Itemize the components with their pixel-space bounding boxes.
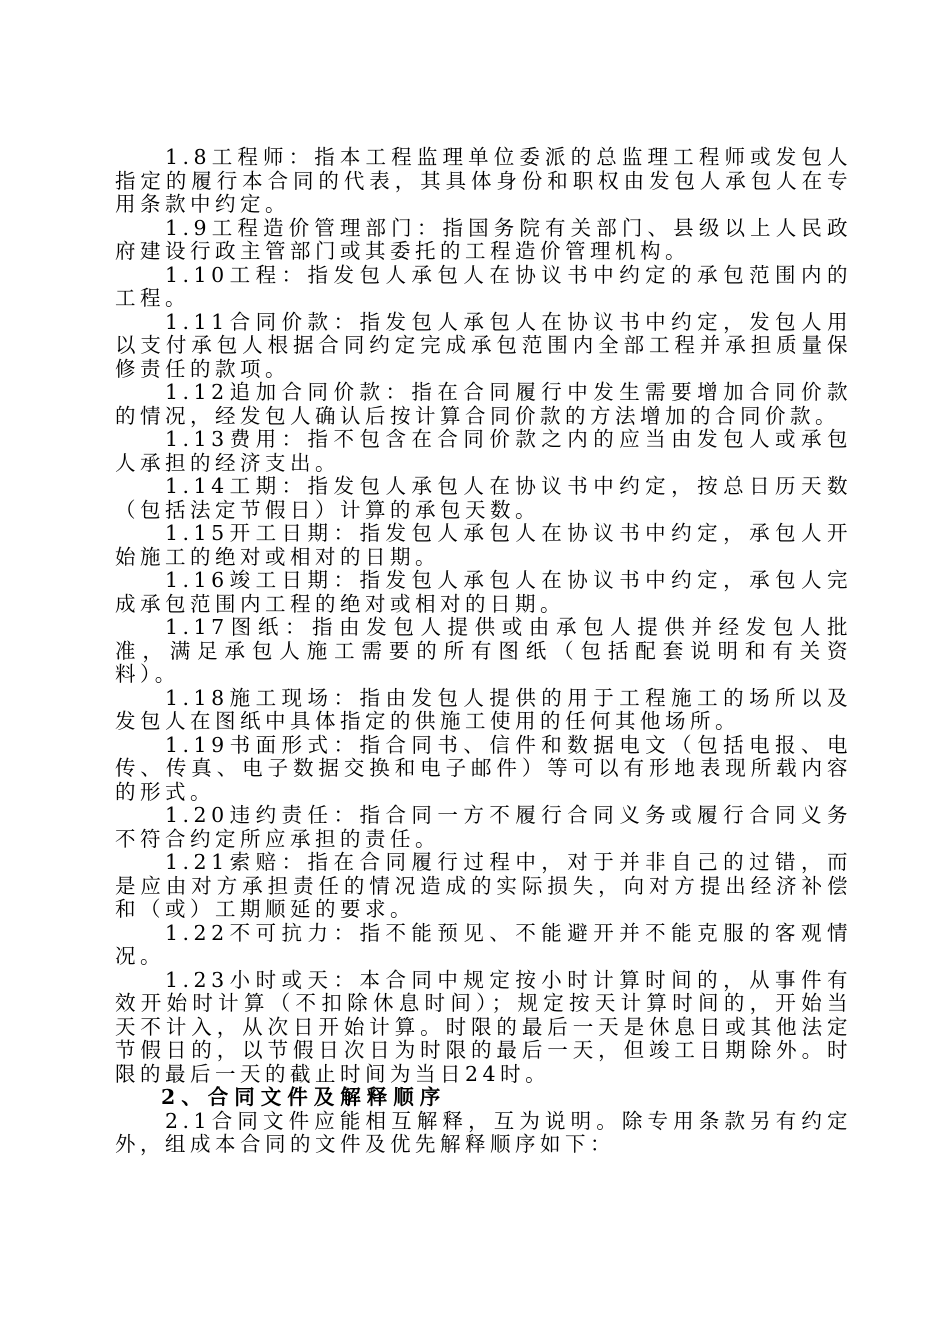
clause-1-18: 1.18施工现场：指由发包人提供的用于工程施工的场所以及发包人在图纸中具体指定的供施工使用的任何其他场所。 — [115, 685, 852, 733]
clause-1-23: 1.23小时或天：本合同中规定按小时计算时间的，从事件有效开始时计算（不扣除休息时间）；规定按天计算时间的，开始当天不计入，从次日开始计算。时限的最后一天是休息日或其他法定节假日的，以节假日次日为时限的最后一天，但竣工日期除外。时限的最后一天的截止时间为当日24时。 — [115, 967, 852, 1086]
clause-1-11: 1.11合同价款：指发包人承包人在协议书中约定，发包人用以支付承包人根据合同约定完成承包范围内全部工程并承担质量保修责任的款项。 — [115, 309, 852, 381]
document-body — [115, 146, 852, 1157]
clause-1-21: 1.21索赔：指在合同履行过程中，对于并非自己的过错，而是应由对方承担责任的情况造成的实际损失，向对方提出经济补偿和（或）工期顺延的要求。 — [115, 850, 852, 921]
section-heading-2: 2、合同文件及解释顺序 — [161, 1085, 447, 1109]
clause-1-15: 1.15开工日期：指发包人承包人在协议书中约定，承包人开始施工的绝对或相对的日期。 — [115, 521, 852, 569]
clause-1-10: 1.10工程：指发包人承包人在协议书中约定的承包范围内的工程。 — [115, 262, 852, 310]
clause-1-13: 1.13费用：指不包含在合同价款之内的应当由发包人或承包人承担的经济支出。 — [115, 427, 852, 475]
clause-1-20: 1.20违约责任：指合同一方不履行合同义务或履行合同义务不符合约定所应承担的责任。 — [115, 803, 852, 851]
clause-1-14: 1.14工期：指发包人承包人在协议书中约定，按总日历天数（包括法定节假日）计算的承包天数。 — [115, 474, 852, 522]
clause-1-16: 1.16竣工日期：指发包人承包人在协议书中约定，承包人完成承包范围内工程的绝对或相对的日期。 — [115, 568, 852, 616]
clause-2-1: 2.1合同文件应能相互解释，互为说明。除专用条款另有约定外，组成本合同的文件及优先解释顺序如下： — [115, 1108, 852, 1156]
clause-1-12: 1.12追加合同价款：指在合同履行中发生需要增加合同价款的情况，经发包人确认后按计算合同价款的方法增加的合同价款。 — [115, 380, 852, 428]
clause-1-19: 1.19书面形式：指合同书、信件和数据电文（包括电报、电传、传真、电子数据交换和电子邮件）等可以有形地表现所载内容的形式。 — [115, 732, 852, 804]
clause-1-22: 1.22不可抗力：指不能预见、不能避开并不能克服的客观情况。 — [115, 920, 852, 968]
clause-1-9: 1.9工程造价管理部门：指国务院有关部门、县级以上人民政府建设行政主管部门或其委托的工程造价管理机构。 — [115, 215, 852, 263]
clause-1-8: 1.8工程师：指本工程监理单位委派的总监理工程师或发包人指定的履行本合同的代表，其具体身份和职权由发包人承包人在专用条款中约定。 — [115, 145, 852, 216]
clause-1-17: 1.17图纸：指由发包人提供或由承包人提供并经发包人批准，满足承包人施工需要的所有图纸（包括配套说明和有关资料）。 — [115, 615, 852, 686]
